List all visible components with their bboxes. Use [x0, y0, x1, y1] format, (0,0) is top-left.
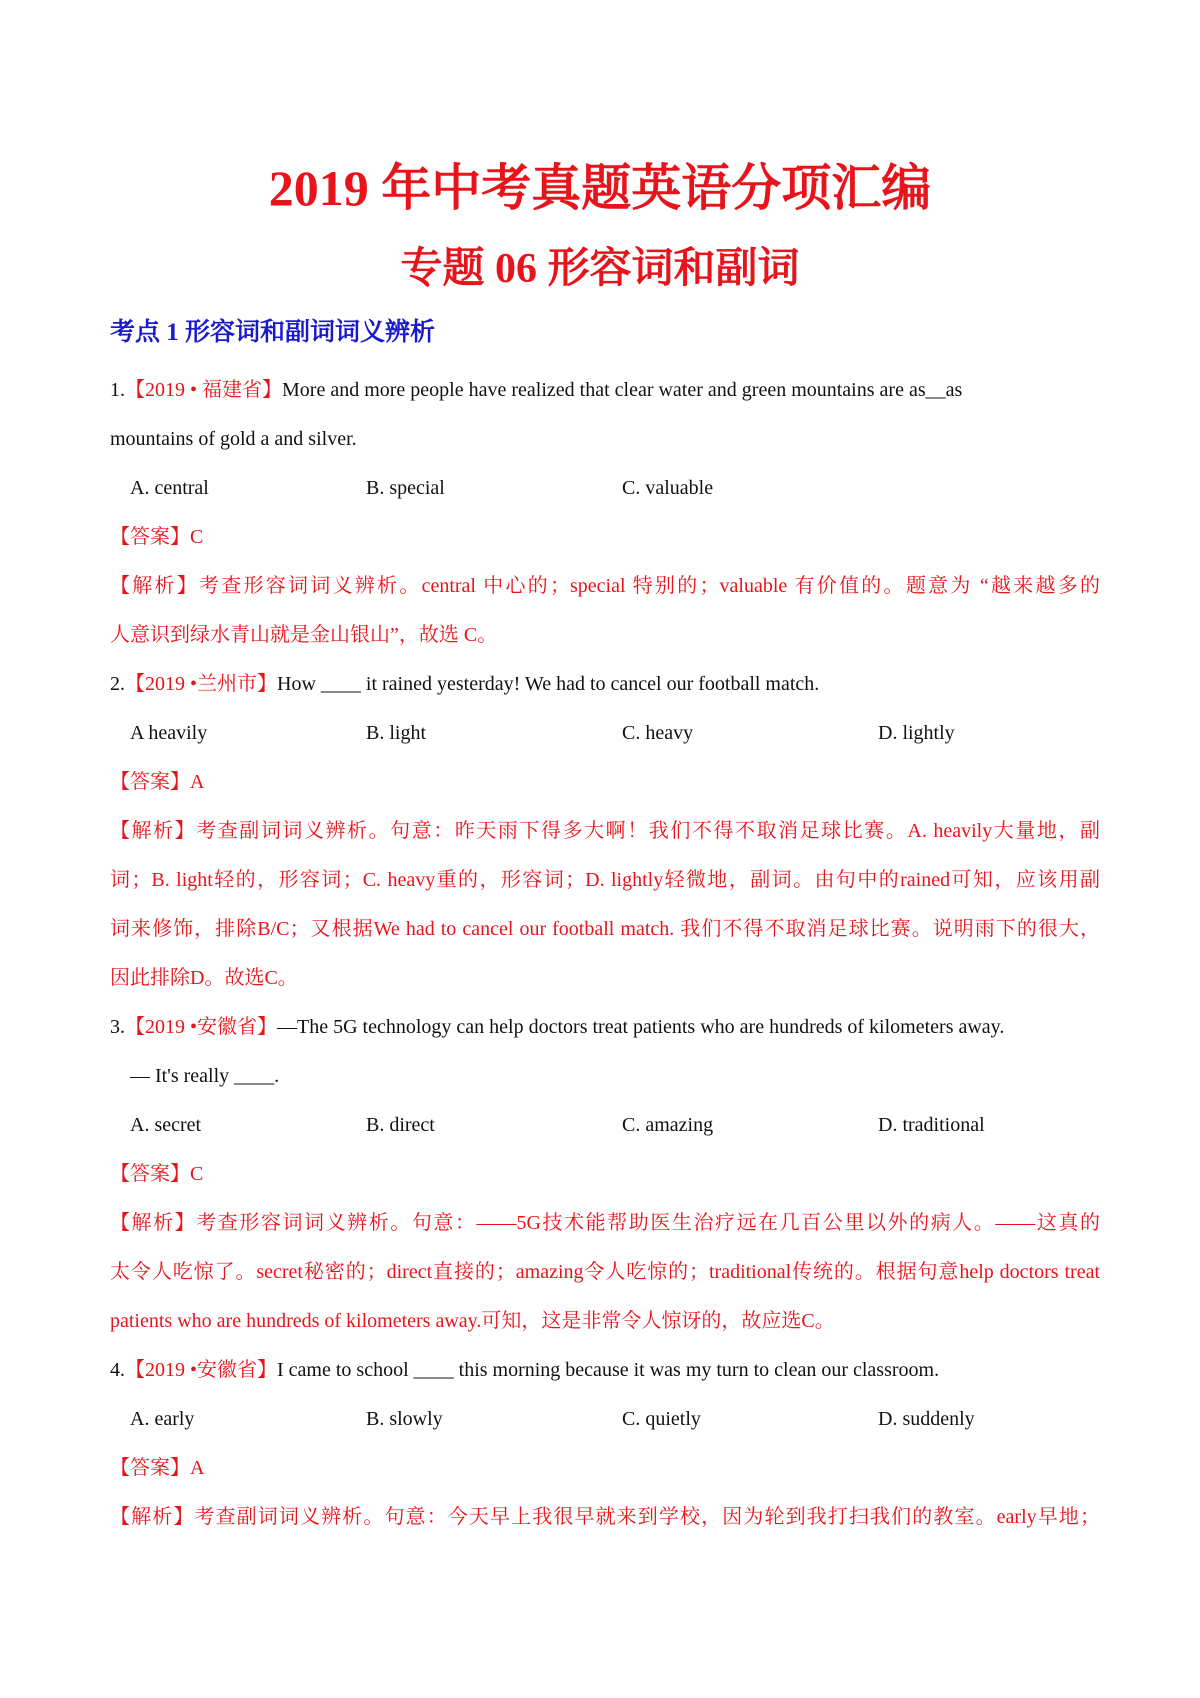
question-1-option-c: C. valuable — [622, 477, 714, 499]
question-3-analysis-line: patients who are hundreds of kilometers away.可知，这是非常令人惊讶的，故应选C。 — [110, 1310, 835, 1332]
question-3-answer: 【答案】C — [110, 1163, 204, 1185]
question-1-stem: 1.【2019 • 福建省】More and more people have realized that clear water and green mountains are as__as — [110, 379, 963, 401]
question-2-analysis-line: 词来修饰，排除B/C；又根据We had to cancel our football match. 我们不得不取消足球比赛。说明雨下的很大， — [110, 918, 1100, 940]
question-1-option-b: B. special — [366, 477, 445, 499]
question-3-analysis-line: 【解析】考查形容词词义辨析。句意：——5G技术能帮助医生治疗远在几百公里以外的病人。——这真的 — [110, 1212, 1100, 1234]
question-1-stem-cont: mountains of gold a and silver. — [110, 428, 357, 450]
question-3-option-b: B. direct — [366, 1114, 435, 1136]
question-4-option-b: B. slowly — [366, 1408, 443, 1430]
question-1-answer: 【答案】C — [110, 526, 204, 548]
section-heading: 考点 1 形容词和副词词义辨析 — [110, 319, 436, 346]
question-2-analysis-line: 词；B. light轻的，形容词；C. heavy重的，形容词；D. lightly轻微地，副词。由句中的rained可知，应该用副 — [110, 869, 1100, 891]
document-title: 2019 年中考真题英语分项汇编 — [268, 160, 932, 216]
question-3-option-a: A. secret — [130, 1114, 202, 1136]
question-4-stem: 4.【2019 •安徽省】I came to school ____ this morning because it was my turn to clean our classroom. — [110, 1359, 940, 1381]
question-2-option-a: A heavily — [130, 722, 208, 744]
question-2-analysis-line: 【解析】考查副词词义辨析。句意：昨天雨下得多大啊！我们不得不取消足球比赛。A. heavily大量地，副 — [110, 820, 1100, 842]
question-2-answer: 【答案】A — [110, 771, 205, 793]
question-1-source: 【2019 • 福建省】 — [125, 379, 283, 401]
question-4-option-d: D. suddenly — [878, 1408, 975, 1430]
question-4-analysis-line: 【解析】考查副词词义辨析。句意：今天早上我很早就来到学校，因为轮到我打扫我们的教室。early早地； — [110, 1506, 1100, 1528]
question-4-option-c: C. quietly — [622, 1408, 701, 1430]
question-3-option-d: D. traditional — [878, 1114, 985, 1136]
question-1-analysis-line: 人意识到绿水青山就是金山银山”，故选 C。 — [110, 624, 498, 646]
question-2-option-c: C. heavy — [622, 722, 694, 744]
question-3-stem: 3.【2019 •安徽省】—The 5G technology can help doctors treat patients who are hundreds of kilometers away. — [110, 1016, 1005, 1038]
question-3-stem-cont: — It's really ____. — [130, 1065, 280, 1087]
question-3-option-c: C. amazing — [622, 1114, 714, 1136]
question-2-source: 【2019 •兰州市】 — [125, 673, 278, 695]
question-2-option-d: D. lightly — [878, 722, 955, 744]
question-2-analysis-line: 因此排除D。故选C。 — [110, 967, 298, 989]
question-4-source: 【2019 •安徽省】 — [125, 1359, 278, 1381]
question-4-option-a: A. early — [130, 1408, 195, 1430]
question-3-source: 【2019 •安徽省】 — [125, 1016, 278, 1038]
question-2-option-b: B. light — [366, 722, 427, 744]
question-3-analysis-line: 太令人吃惊了。secret秘密的；direct直接的；amazing令人吃惊的；traditional传统的。根据句意help doctors treat — [110, 1261, 1100, 1283]
question-1-option-a: A. central — [130, 477, 209, 499]
question-1-analysis-line: 【解析】考查形容词词义辨析。central 中心的；special 特别的；valuable 有价值的。题意为 “越来越多的 — [110, 575, 1100, 597]
question-2-stem: 2.【2019 •兰州市】How ____ it rained yesterday! We had to cancel our football match. — [110, 673, 820, 695]
document-subtitle: 专题 06 形容词和副词 — [400, 246, 800, 292]
question-4-answer: 【答案】A — [110, 1457, 205, 1479]
